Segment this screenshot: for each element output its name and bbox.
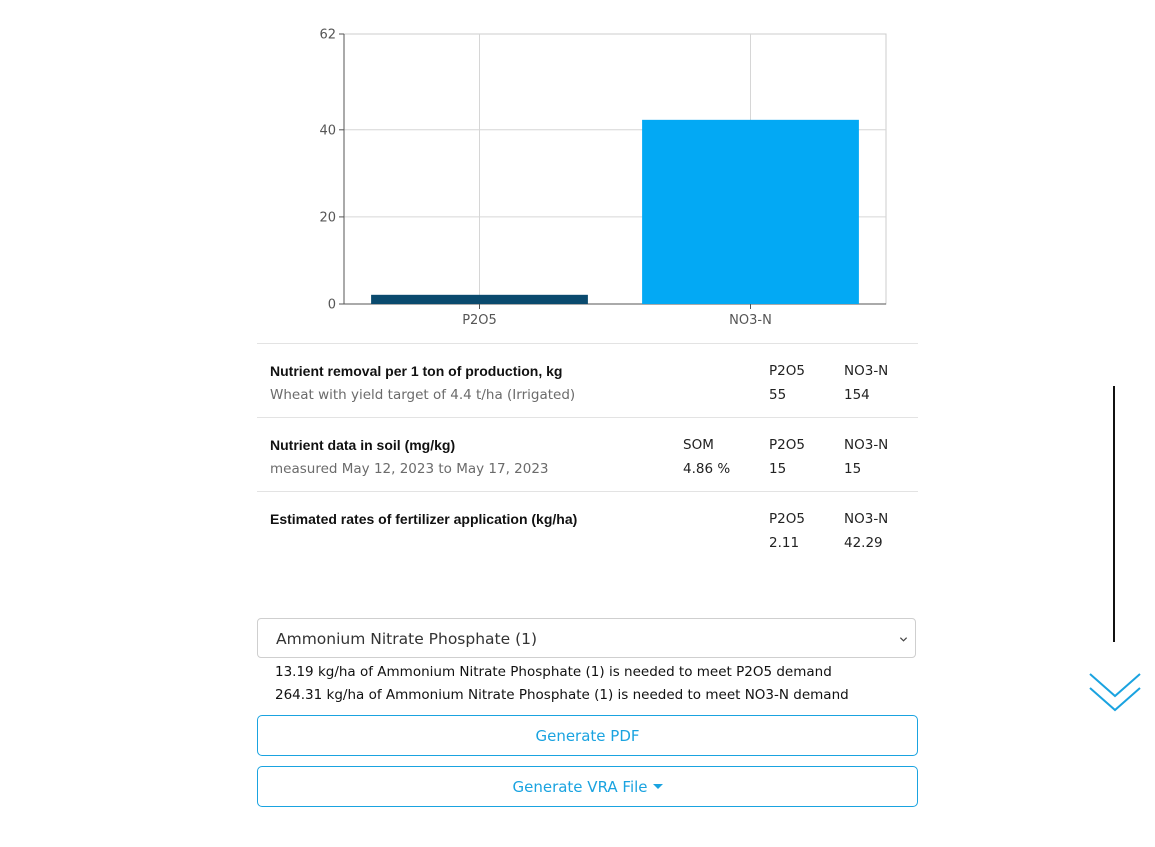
fertilizer-note-no3n: 264.31 kg/ha of Ammonium Nitrate Phosphate (1) is needed to meet NO3-N demand — [275, 687, 849, 703]
generate-vra-button[interactable] — [257, 766, 918, 807]
x-tick-label: P2O5 — [462, 313, 497, 328]
chart-x-ticks — [462, 304, 772, 328]
y-tick-label: 62 — [319, 27, 336, 43]
nutrient-bar-chart — [256, 20, 918, 340]
soil-som-value: 4.86 % — [683, 461, 731, 477]
fertilizer-select-value: Ammonium Nitrate Phosphate (1) — [276, 630, 538, 648]
rates-p-label: P2O5 — [769, 511, 805, 527]
double-chevron-down-icon[interactable] — [1088, 670, 1142, 714]
caret-down-icon — [653, 784, 663, 789]
removal-p-value: 55 — [769, 387, 787, 403]
fertilizer-select[interactable] — [257, 618, 916, 658]
y-tick-label: 0 — [327, 297, 336, 313]
chart-bars — [371, 120, 859, 304]
nutrient-removal-row — [257, 343, 918, 418]
soil-n-label: NO3-N — [844, 437, 889, 453]
soil-p-label: P2O5 — [769, 437, 805, 453]
soil-som-label: SOM — [683, 437, 714, 453]
generate-vra-label: Generate VRA File — [512, 777, 648, 796]
fertilizer-rates-row — [257, 491, 918, 566]
scroll-indicator-line — [1113, 386, 1115, 642]
soil-n-value: 15 — [844, 461, 862, 477]
removal-p-label: P2O5 — [769, 363, 805, 379]
rates-n-value: 42.29 — [844, 535, 883, 551]
soil-title: Nutrient data in soil (mg/kg) — [270, 437, 456, 453]
chevron-down-icon — [899, 635, 908, 644]
soil-subtitle: measured May 12, 2023 to May 17, 2023 — [270, 461, 549, 477]
x-tick-label: NO3-N — [729, 313, 772, 328]
rates-n-label: NO3-N — [844, 511, 889, 527]
removal-n-label: NO3-N — [844, 363, 889, 379]
generate-pdf-label: Generate PDF — [535, 726, 640, 745]
fertilizer-note-p2o5: 13.19 kg/ha of Ammonium Nitrate Phosphate (1) is needed to meet P2O5 demand — [275, 664, 832, 680]
removal-title: Nutrient removal per 1 ton of production, kg — [270, 363, 563, 379]
y-tick-label: 40 — [319, 123, 336, 139]
soil-data-row — [257, 417, 918, 492]
bar-p2o5 — [371, 295, 588, 304]
removal-subtitle: Wheat with yield target of 4.4 t/ha (Irrigated) — [270, 387, 576, 403]
chart-y-ticks — [319, 28, 344, 313]
removal-n-value: 154 — [844, 387, 870, 403]
soil-p-value: 15 — [769, 461, 787, 477]
rates-p-value: 2.11 — [769, 535, 800, 551]
bar-no3-n — [642, 120, 859, 304]
generate-pdf-button[interactable] — [257, 715, 918, 756]
y-tick-label: 20 — [319, 210, 336, 226]
rates-title: Estimated rates of fertilizer application (kg/ha) — [270, 511, 578, 527]
